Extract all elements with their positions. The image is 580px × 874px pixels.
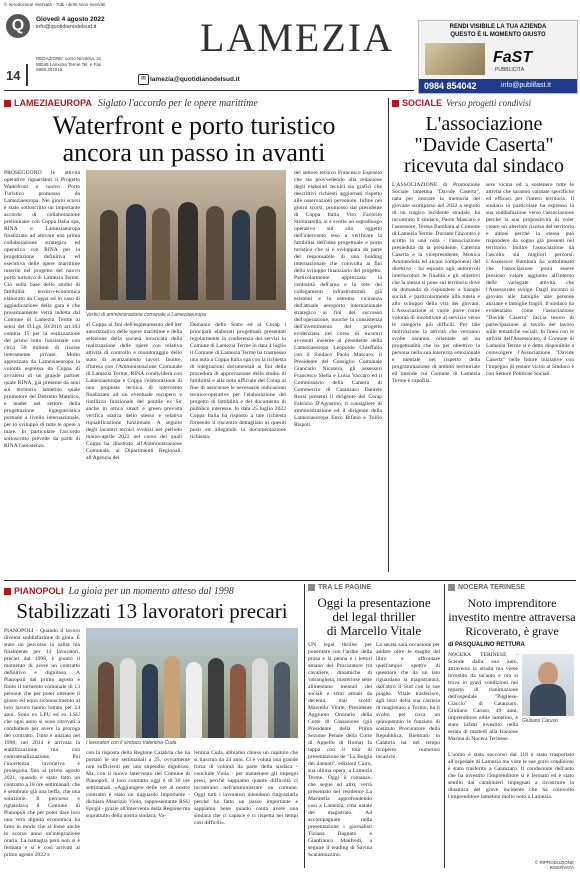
masthead-rule <box>4 90 414 91</box>
libro-article <box>308 584 440 870</box>
section-tag: LAMEZIAEUROPA <box>4 98 92 108</box>
headline-line2: ancora un passo in avanti <box>62 138 326 167</box>
article-column: UN legal thriller per ponentare con l'ardire della prosa e la penna e i lettori amano del Procuratore tra cavaliere, dinamiche di 'ndrangheta, misteriose sette alimentano mentali dei sociali e temi attuali da decenni, mai scelti: Marcello Vitale, Presidente Aggiunto Onorario della Corte di Cassazione (già Presidente della Prima Sezione Penale della Corte di Appello di Roma) fa tappa con il tour di presentazione de "La Bolgia dei dannati", edizioni Cairo, sua ultima opera, a Lamezia Terme. Oggi il romanzo, che segue ad altri, verrà presentato nel residence La Marinella approfondendo così a Lamezia, città natale del magistrato. Ad accompagnare nella presentazione i giornalisti Tiziana Bagnato e Gianfranco Manfredi, a seguire il reading di Savina Scaramuzzino. <box>308 642 372 858</box>
advert-box <box>418 20 578 94</box>
redazione-email: lamezia@quotidianodelsud.it <box>150 76 240 83</box>
headline-line1: Oggi la presentazione <box>317 595 431 610</box>
photo-caption: Giuliano Caruso <box>522 718 558 724</box>
page-title: LAMEZIA <box>200 15 394 60</box>
photo-caption: Vertici di amministrazione comunale e Lameziaeuropa <box>86 312 206 318</box>
masthead-email: info@quotidianodelsud.it <box>36 24 97 30</box>
headline-line3: di Marcello Vitale <box>326 623 422 638</box>
sociale-article <box>392 96 576 576</box>
article-column: Demanio dello Stato ed al Corap i principali elaborati progettuali presentati regolarmente in conferenza dei servizi in Comune di Lamezia Terme in data 4 luglio il Comune di Lamezia Terme ha trasmesso una nota a Coppa Italia spa con la richiesta di integrazioni documentali ai fini della procedura di approvazione dello studio di fattibilità e alla nota ufficiale del Corap al fine di assicurare le necessarie indicazioni tecnico-operative per l'elaborazione del progetto di fattibilità e del documento di pubblico interesse. In data 25 luglio 2022 Coppa Italia ha risposto a tale richiesta fornendo il riscontro dettagliato ai quesiti posti ed allegando la documentazione richiesta. <box>190 322 286 440</box>
headline-line1: L'associazione <box>425 113 543 135</box>
article-column: lentina Cuda, abbiamo chiuso un capitolo che si trascina da 24 anni. Ci è voluta una grande forza di volontà da parte della sindaca - conclude Viola - per mantenere gli impegni presi, perché sappiamo quante difficoltà ci incontrano nell'amministrare un comune. Oggi tutti i lavoratori intendono ringraziarla perché ha fatto un passo importante e sappiamo bene quanto conta avere una sindaca che ci capisce e ci rispetta nei tempi così difficili». <box>194 750 298 826</box>
ad-line1: RENDI VISIBILE LA TUA AZIENDA <box>449 24 547 30</box>
portrait-photo <box>522 654 574 716</box>
article-column: La serata sarà occasione per andare oltre le maglie del libro e affrontare quell'ampio spettro di questioni che da un lato riguardano la magistratura, dall'altro il Sud con le sue piaghe. Vitale trasferisce, agli inizi della sua carriera di magistrato a Torino, ha lì svolto per circa un quinquennio le funzioni di sostituto Procuratore della Repubblica. Rientrato in Calabria ha nel tempo ricoperto numerosi incarichi. <box>376 642 440 760</box>
article-kicker: Siglato l'accordo per le opere marittime <box>97 97 258 109</box>
article-column: sere vicina ed a sostenere tutte le attività che saranno valutate specifiche ed efficaci per l'intero territorio. Il sindaco in particolare ha espresso la sua soddisfazione verso l'associazione perché la sua propositività di voler creare un ulteriore risorsa del territorio e altresì perché la stessa può rispondere da sogno già presenti nel territorio. Inoltre l'associazione da l'ascolto sui migliori percorsi. L'Assessore Bambara ha sottolineato che l'associazione potrà essere prezioso valore aggiunto all'interno delle variegate attività che l'Assessorato svolge. Dagli incontri si giovani alle famiglie alle persone anziane e famiglie fragili. Il sindaco ha evidenziato come l'associazione "Davide Caserta" faccia tesoro di partecipazione al tavolo del lavoro sulle tematiche sociali. In linea con le attività dell'Assessorato, il Comune di Lamezia Terme si è detto disponibile a coinvolgere l'Associazione "Davide Caserta" nelle future iniziative con l'impegno di restare vicini al Sindaco e con Settore Politiche Sociali. <box>486 182 574 377</box>
section-tag: PIANOPOLI <box>4 586 64 596</box>
section-rule <box>4 580 576 581</box>
article-column: PROSEGUONO le attività operative riguardanti il Progetto Waterfront e nuovo Porto Turistico promosso da Lameziaeuropa. Nei giorni scorsi è stato sottoscritto un importante accordo di collaborazione preliminare con Coppa Italia spa, RINA e Lameziaeuropa finalizzato ad attivare una prima collaborazione strategica ed operativa con RINA per la progettazione definitiva ed esecutiva delle opere marittime inserite nel progetto del nuovo porto turistico di Lamezia Terme. Ciò sulla base dello studio di fattibilità tecnico-economica elaborato da Coppa ed in caso di aggiudicazione della gara e che prossimamente verrà indetta dal Comune di Lamezia Terme ai sensi del D.Lgs 50/2016 art.183 comma 15 per la realizzazione del primo lotto funzionale con circa 50 milioni di risorse interamente private. Molto apprezzata da Lameziaeuropa la volontà espressa da Coppa di avvalersi di un grande partner quale RINA, già presente da anni sul territorio lametino quale promotore del Distretto Matelico, e leader nel settore della progettazione ingegneristica portuale a livello internazionale, per lo sviluppo di tutte le opere a mare. In particolare l'accordo sottoscritto prevede da parte di RINA l'assistenza <box>4 170 80 449</box>
article-column: L'ASSOCIAZIONE di Promozione Sociale lametina "Davide Caserta", nata per onorare la memoria del giovane scomparso nel 2022 a seguito di un tragico incidente stradale, ha incontrato il sindaco, Paolo Mascaro e l'assessore, Teresa Bambara al Comune di Lamezia Terme. Durante l'incontro è scritto in una nota - l'associazione presieduta da la presidente, Caterina Caserta e la vicepresidente, Monica Ammendola ed alcuni componenti del direttivo - ha esposto agli autorevoli interlocutori le finalità e gli obiettivi che la stessa si pone sul territorio dove da domanda di rispondere a bisogni sociali e particolarmente alla tutela e allo sviluppo della vita dei giovani. L'Associazione si vuole porre come volontà di incentivare al servizio verso le categorie più difficili. Per tale motivazione la attività che verranno svolte saranno orientate ad un progettualità che ha per obiettivo la persona nella sua interezza emozionale e mentale nel rispetto della programmazione di ambito territoriale ed intende cui Comune di Lamezia Terme è capofila. <box>392 182 480 384</box>
logo-q-icon: Q <box>6 14 30 38</box>
column-divider <box>388 98 389 572</box>
section-tag: NOCERA TERINESE <box>448 584 576 591</box>
copyright-note: © riproduzione riservata - Tutti i diritti sono riservati <box>4 2 106 7</box>
byline: di PASQUALINO RETTURA <box>448 642 525 648</box>
headline-line3: ricevuta dal sindaco <box>404 155 564 177</box>
section-tag: TRA LE PAGINE <box>308 584 440 591</box>
article-column: ai Coppa ai fini dell'espletamento dell'iter autorizzativo delle opere marittime e della selezione della società incaricata della realizzazione delle opere con relativa attività di controllo e monitoraggio dello stato di avanzamento lavori. Inoltre, d'intesa con l'Amministrazione Comunale di Lamezia Terme, RINA condividerà con Lameziaeuropa e Coppa l'elaborazione di una proposta tecnica di intervento finalizzata ad un eventuale recupero e riutilizzo funzionale del pontile ex Sir anche in ottica smart e green prevista verifica statica dello stesso e relativa riqualificazione funzionale. A seguito degli incontri tecnici svoltisi nel periodo marzo-aprile 2022 nel corso dei quali Coppa ha illustrato all'Amministrazione Comunale, ai Dipartimenti Regionali, all'Agenzia del <box>86 322 182 461</box>
headline-line3: Ricoverato, è grave <box>465 624 559 638</box>
photo-caption: I lavoratori con il sindaco Valentina Cuda <box>86 740 177 746</box>
section-square-icon <box>392 100 399 107</box>
mail-icon: ✉ <box>138 74 149 85</box>
headline-line2: del legal thriller <box>332 609 416 624</box>
section-square-icon <box>4 100 11 107</box>
ad-brand-sub: PUBBLICITÀ <box>495 67 525 73</box>
column-divider <box>444 584 445 868</box>
ad-image <box>425 43 485 75</box>
nocera-article <box>448 584 576 870</box>
article-column: L'uomo è stato soccorso dal 118 è stato trasportato all'ospedale di Lamezia ma viste le sue gravi condizioni è stato trasferito a Catanzaro. Il conducente dell'auto che ha investito l'imprenditore si è fermato ed è stato sentito dai carabinieri impegnati a ricostruire la dinamica del grave incidente che ha coinvolto l'imprenditore lametino molto noto a Lamezia. <box>448 752 574 800</box>
article-kicker: La gioia per un momento atteso dal 1998 <box>68 585 234 597</box>
article-column: NOCERA TERINESE - Scende dalla sua auto, attraversa la strada ma viene investito da un'auto e ora si trova in gravi condizioni nel reparto di rianimazione dell'ospedale "Pugliese-Ciaccio" di Catanzaro. Giuliano Caruso, 49 anni, imprenditore edile lametino, è stato infatti investito nella serata di martedì alla frazione Marina di Nocera Terinese. <box>448 652 518 742</box>
ad-line2: QUESTO È IL MOMENTO GIUSTO <box>450 32 546 38</box>
headline-line2: "Davide Caserta" <box>414 134 554 156</box>
headline-line1: Noto imprenditore <box>467 596 557 610</box>
redazione-info: REDAZIONE: corso Nicotera, 31 88046 Lamezia Terme Tel. e Fax 0968.201015 <box>36 56 102 72</box>
headline-line2: investito mentre attraversa <box>448 610 576 624</box>
article-photo <box>86 628 298 738</box>
main-article <box>4 96 384 576</box>
article-column: con la risposta della Regione Calabria che ha portato le ore settimanali a 25, ovviamente non sufficienti per uno stipendio dignitoso. Ma, con il nuovo intervento del Comune di Pianopoli, il loro contratto oggi è di 30 ore settimanali. «Aggiungere delle ore al nostro contratto è stato un traguardo importante - dichiara Maurizio Viola, rappresentante RSU Fpcgil - grazie all'intervento della Regione ma soprattutto della nostra sindaca, Va- <box>86 750 190 819</box>
headline-line1: Waterfront e porto turistico <box>52 111 336 140</box>
column-divider <box>304 584 305 868</box>
section-square-icon <box>448 584 455 591</box>
copyright-footer: © RIPRODUZIONE RISERVATA <box>534 860 574 870</box>
section-square-icon <box>4 588 11 595</box>
section-tag: SOCIALE <box>392 98 442 108</box>
ad-web: info@publifast.it <box>501 82 551 89</box>
section-square-icon <box>308 584 315 591</box>
issue-date: Giovedì 4 agosto 2022 <box>36 16 105 23</box>
article-column: PIANOPOLI - Quando il lavoro diventa soddisfazione di gioia. È stato un percorso in salita ma finalmente per 13 lavoratori, precari dal 1998, è giunto il momento di avere un contratto definitivo e dignitoso. A Pianopoli dal primo agosto è finito il tormento comunale di 13 persone che per poter ottenere il giusto ed equo riconoscimento al loro lavoro hanno lottato per 24 anni. Sono ex LPU ed ex LSU che ogni anno si sono ritrovati a combattere per avere la proroga del contratto. Tutto è iniziato nel 1998; nel 2014 è arrivata la stabilizzazione ma con contrattualizzazione. Poi l'incertezza lavorativa è proseguita fino al primo agosto 2021, quando è stato fatto un contratto a 18 ore settimanali, che è sembrato già una beffa, che una soluzione. Il percorso e riguardava il Comune di Pianopoli che per poter dare loro una vera dignità economica ha fatto in modo che si fosse anche lo scorso anno un'integrazione oraria. La battaglia però non si è fermata e si è così arrivati al primo agosto 2022 e <box>4 628 80 858</box>
ad-brand: FaST <box>493 49 533 66</box>
article-photo <box>86 170 286 310</box>
masthead-divider <box>26 64 28 86</box>
headline: Stabilizzati 13 lavoratori precari <box>16 599 288 623</box>
ad-phone: 0984 854042 <box>424 81 477 91</box>
pianopoli-article <box>4 584 300 870</box>
article-kicker: Verso progetti condivisi <box>446 98 532 108</box>
article-column: del settore tecnico Francesco Esposito che sta provvedendo alla redazione degli elaborati tecnici sia grafici che descrittivi richiesti aggiornati rispetto alle osservazioni pervenute. Infine nei giorni scorsi, promosso dal presidente di Coppa Italia Vito Favorito Stimmatella, si è svolto un sopralluogo operativo sul sito oggetto dell'intervento teso a verificare la fattibilità dell'idea progettuale e porto turistico che si è sviluppata da parte del responsabile di una holding internazionale che coinvolta ai fini dello sviluppo finanziario del progetto. Particolarmente apprezzata la centralità dell'area e la rete dei collegamenti infrastrutturali già esistenti e la estrema vicinanza dell'attuale aeroporto internazionale strategico ai fini del successo dell'operazione, nonché la consistenza dell'investimento del progetto evidenziata nel corso di incontri avvenuti insieme al presidente della Lameziaeuropa Leopoldo Chieffallo con il Sindaco Paolo Mascaro, il Presidente del Consiglio Comunale Giancarlo Nicotera, gli assessori Francesco Stella e Luisa Vaccaro ed il Commissario della Camera di Commercio di Catanzaro Daniele Rossi presenti il dirigente del Corap Fabrizio D'Agostino, il consigliere di amministrazione ed il dirigente della Lameziaeuropa Enzo Bifano e Tullio Rispoli. <box>294 170 382 428</box>
masthead <box>4 12 414 92</box>
page-number: 14 <box>6 68 21 83</box>
